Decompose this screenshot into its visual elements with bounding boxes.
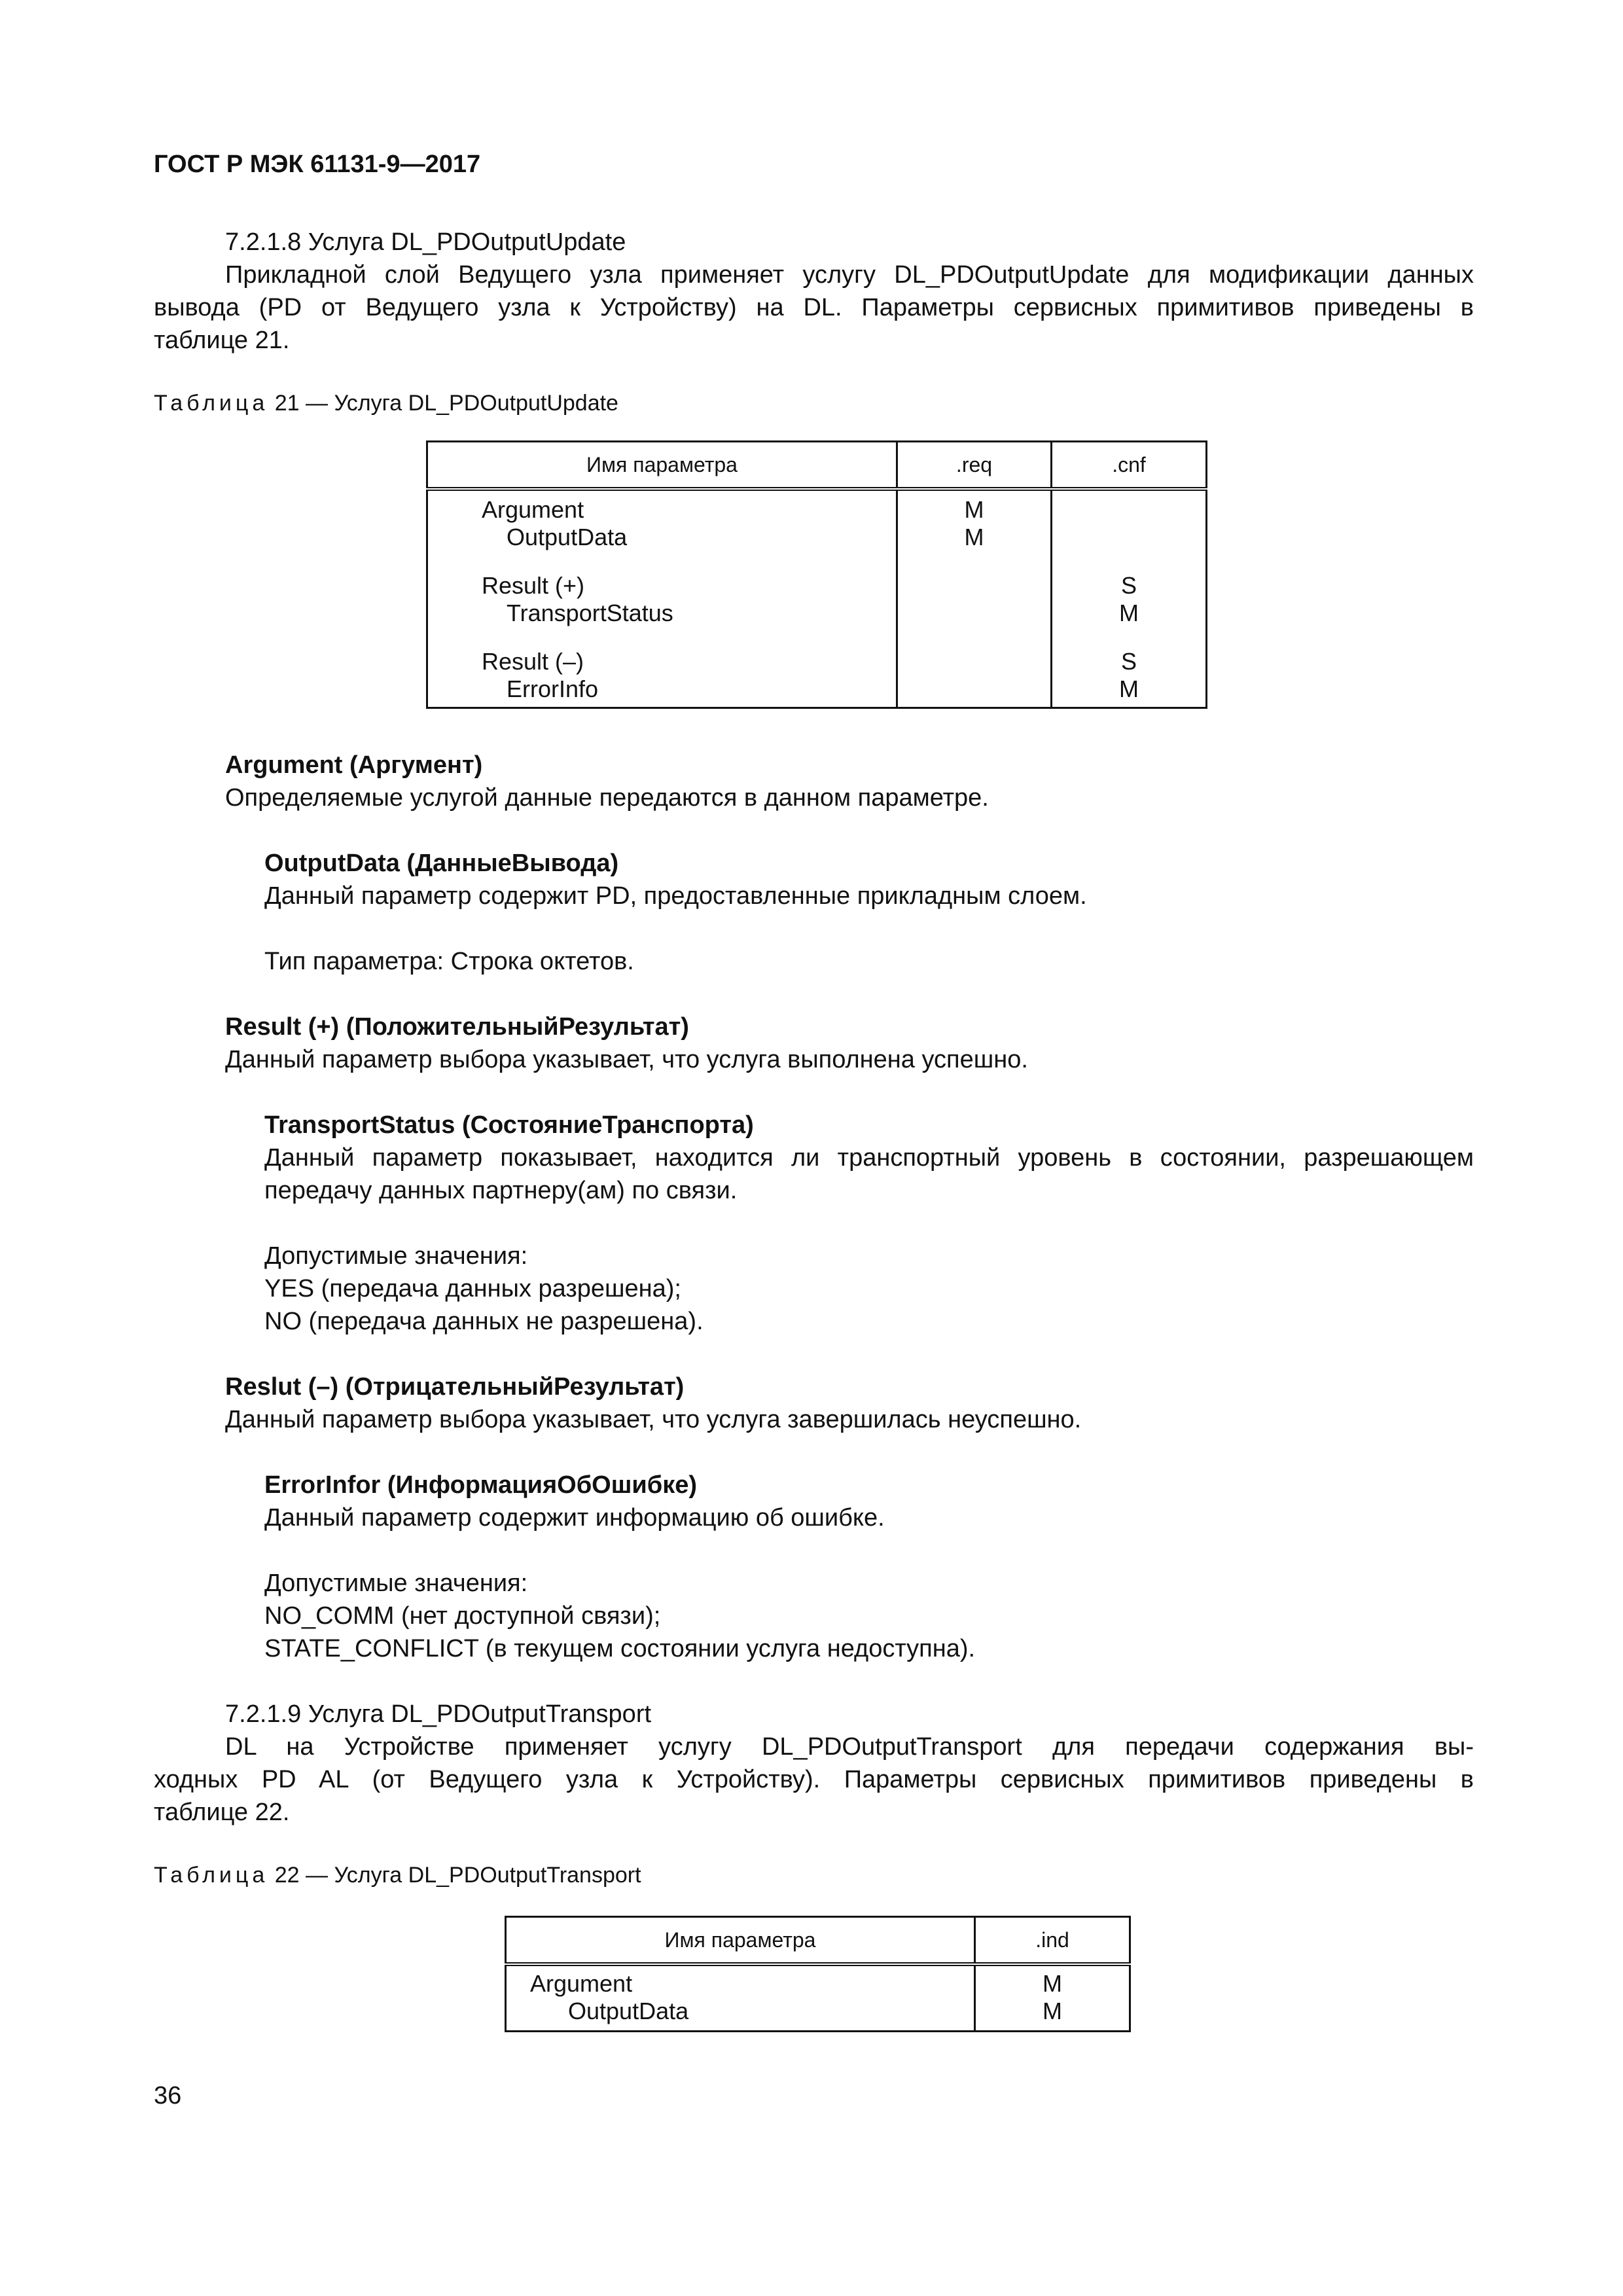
cnf-value: S bbox=[1120, 572, 1137, 599]
table-body-row bbox=[506, 1964, 1130, 2032]
transport-title: TransportStatus (СостояниеТранспорта) bbox=[264, 1111, 754, 1139]
cnf-value: S bbox=[1120, 648, 1137, 675]
column-header-ind: .ind bbox=[975, 1917, 1130, 1965]
column-header-cnf: .cnf bbox=[1052, 442, 1207, 490]
req-value: M bbox=[964, 496, 984, 523]
errorinfo-text: Данный параметр содержит информацию об ошибке. bbox=[264, 1504, 885, 1532]
cnf-cell bbox=[1052, 489, 1207, 708]
table-caption-prefix: Таблица bbox=[154, 391, 269, 416]
table-caption-text: 21 — Услуга DL_PDOutputUpdate bbox=[274, 391, 618, 416]
param-sub: OutputData bbox=[568, 1998, 689, 2024]
param-sub: OutputData bbox=[507, 524, 628, 550]
param-sub: ErrorInfo bbox=[507, 675, 599, 702]
table-21 bbox=[426, 440, 1207, 709]
parameter-name-cell bbox=[427, 489, 897, 708]
standard-header: ГОСТ Р МЭК 61131-9—2017 bbox=[154, 151, 481, 178]
param-group: Result (–) bbox=[482, 648, 584, 675]
parameter-name-cell bbox=[506, 1964, 975, 2032]
paragraph-line: Прикладной слой Ведущего узла применяет услугу DL_PDOutputUpdate для модификации данных bbox=[225, 261, 1474, 289]
ind-value: M bbox=[1043, 1998, 1062, 2024]
errorinfo-nocomm: NO_COMM (нет доступной связи); bbox=[264, 1602, 661, 1630]
param-group: Argument bbox=[482, 496, 584, 523]
paragraph-line: DL на Устройстве применяет услугу DL_PDOutputTransport для передачи содержания вы- bbox=[225, 1733, 1474, 1761]
section-heading-7-2-1-9: 7.2.1.9 Услуга DL_PDOutputTransport bbox=[225, 1700, 652, 1728]
req-value bbox=[898, 648, 1050, 675]
transport-line: передачу данных партнеру(ам) по связи. bbox=[264, 1177, 738, 1204]
column-header-name: Имя параметра bbox=[506, 1917, 975, 1965]
transport-yes: YES (передача данных разрешена); bbox=[264, 1275, 681, 1302]
errorinfo-title: ErrorInfor (ИнформацияОбОшибке) bbox=[264, 1471, 698, 1499]
paragraph-line: ходных PD AL (от Ведущего узла к Устройству). Параметры сервисных примитивов приведены в bbox=[154, 1766, 1474, 1793]
outputdata-text: Данный параметр содержит PD, предоставленные прикладным слоем. bbox=[264, 882, 1087, 910]
cnf-value: M bbox=[1119, 600, 1139, 626]
ind-value: M bbox=[1043, 1970, 1062, 1997]
column-header-req: .req bbox=[897, 442, 1052, 490]
argument-text: Определяемые услугой данные передаются в данном параметре. bbox=[225, 784, 989, 812]
req-value: M bbox=[964, 524, 984, 550]
cnf-value bbox=[1052, 496, 1205, 524]
cnf-value: M bbox=[1119, 675, 1139, 702]
result-neg-text: Данный параметр выбора указывает, что услуга завершилась неуспешно. bbox=[225, 1406, 1082, 1433]
paragraph-line: таблице 22. bbox=[154, 1799, 290, 1826]
page-number: 36 bbox=[154, 2082, 182, 2109]
ind-cell bbox=[975, 1964, 1130, 2032]
param-sub: TransportStatus bbox=[507, 600, 673, 626]
table-body-row bbox=[427, 489, 1207, 708]
transport-allowed: Допустимые значения: bbox=[264, 1242, 528, 1270]
table-header-row bbox=[427, 442, 1207, 490]
result-neg-title: Reslut (–) (ОтрицательныйРезультат) bbox=[225, 1373, 685, 1401]
req-value bbox=[898, 572, 1050, 600]
result-pos-title: Result (+) (ПоложительныйРезультат) bbox=[225, 1013, 689, 1041]
param-group: Argument bbox=[530, 1970, 633, 1997]
param-group: Result (+) bbox=[482, 572, 585, 599]
cnf-value bbox=[1052, 524, 1205, 551]
errorinfo-allowed: Допустимые значения: bbox=[264, 1570, 528, 1597]
req-value bbox=[898, 675, 1050, 703]
outputdata-title: OutputData (ДанныеВывода) bbox=[264, 850, 619, 877]
transport-line: Данный параметр показывает, находится ли транспортный уровень в состоянии, разрешающем bbox=[264, 1144, 1474, 1172]
section-heading-7-2-1-8: 7.2.1.8 Услуга DL_PDOutputUpdate bbox=[225, 228, 626, 256]
transport-no: NO (передача данных не разрешена). bbox=[264, 1308, 704, 1335]
table-21-caption bbox=[154, 389, 618, 417]
req-cell bbox=[897, 489, 1052, 708]
outputdata-type: Тип параметра: Строка октетов. bbox=[264, 948, 634, 975]
argument-title: Argument (Аргумент) bbox=[225, 751, 483, 779]
table-header-row bbox=[506, 1917, 1130, 1965]
errorinfo-state: STATE_CONFLICT (в текущем состоянии услуга недоступна). bbox=[264, 1635, 976, 1662]
table-caption-text: 22 — Услуга DL_PDOutputTransport bbox=[274, 1863, 641, 1888]
req-value bbox=[898, 600, 1050, 627]
table-22 bbox=[505, 1916, 1131, 2032]
table-22-caption bbox=[154, 1861, 641, 1889]
column-header-name: Имя параметра bbox=[427, 442, 897, 490]
result-pos-text: Данный параметр выбора указывает, что услуга выполнена успешно. bbox=[225, 1046, 1028, 1073]
table-caption-prefix: Таблица bbox=[154, 1863, 269, 1888]
paragraph-line: таблице 21. bbox=[154, 327, 290, 354]
paragraph-line: вывода (PD от Ведущего узла к Устройству) на DL. Параметры сервисных примитивов приведены в bbox=[154, 294, 1474, 321]
